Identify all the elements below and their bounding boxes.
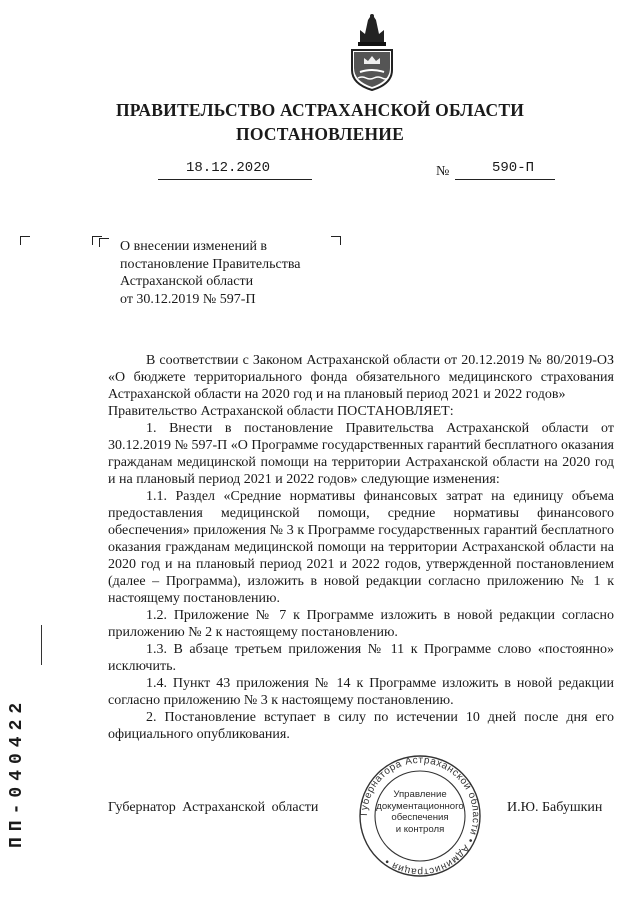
document-number: 590-П: [492, 160, 535, 176]
signatory-name: И.Ю. Бабушкин: [507, 800, 603, 815]
date-underline: [158, 179, 312, 180]
body-paragraph: 1. Внести в постановление Правительства Астраханской области от 30.12.2019 № 597-П «О Программе государственных гарантий бесплатного оказания гражданам медицинской помощи на территории Астраханской области на 2020 год и на плановый период 2021 и 2022 годов» следующие изменения:: [108, 421, 614, 487]
margin-tick: [41, 625, 42, 665]
stamp-line: обеспечения: [391, 812, 449, 823]
document-type-title: ПОСТАНОВЛЕНИЕ: [236, 124, 404, 144]
body-paragraph: 2. Постановление вступает в силу по истечении 10 дней после дня его официального опубликования.: [108, 710, 614, 742]
body-paragraph: 1.2. Приложение № 7 к Программе изложить в новой редакции согласно приложению № 2 к настоящему постановлению.: [108, 608, 614, 640]
body-paragraph: 1.1. Раздел «Средние нормативы финансовых затрат на единицу объема предоставления медицинской помощи, средние нормативы финансового обеспечения» приложения № 3 к Программе государственных гарантий бесплатного оказания гражданам медицинской помощи на территории Астраханской области на 2020 год и на плановый период 2021 и 2022 годов, утвержденной постановлением (далее – Программа), изложить в новой редакции согласно приложению № 1 к настоящему постановлению.: [108, 489, 614, 606]
corner-mark: [331, 236, 341, 245]
document-subject: [120, 238, 300, 308]
subject-line: Астраханской области: [120, 274, 254, 289]
body-paragraph: 1.3. В абзаце третьем приложения № 11 к Программе слово «постоянно» исключить.: [108, 642, 614, 674]
stamp-ring-text: Губернатора Астраханской области • Администрация •: [358, 754, 482, 878]
document-body: [108, 352, 614, 743]
organization-title: ПРАВИТЕЛЬСТВО АСТРАХАНСКОЙ ОБЛАСТИ: [115, 100, 525, 120]
subject-line: О внесении изменений в: [120, 239, 268, 254]
body-paragraph: 1.4. Пункт 43 приложения № 14 к Программе изложить в новой редакции согласно приложению № 3 к настоящему постановлению.: [108, 676, 614, 708]
subject-line: постановление Правительства: [120, 256, 301, 272]
document-date: 18.12.2020: [186, 160, 271, 176]
signatory-position: Губернатор Астраханской области: [108, 800, 319, 815]
stamp-inner-text: [376, 789, 464, 835]
number-underline: [455, 179, 555, 180]
astrakhan-coat-of-arms-icon: [346, 12, 398, 92]
side-serial-code: ПП-040422: [7, 696, 27, 848]
number-sign: №: [436, 164, 450, 179]
stamp-line: Управление: [393, 789, 447, 800]
stamp-line: документационного: [376, 800, 464, 812]
stamp-line: и контроля: [395, 823, 445, 835]
subject-line: от 30.12.2019 № 597-П: [120, 291, 256, 307]
corner-mark: [99, 238, 109, 247]
body-paragraph: Правительство Астраханской области ПОСТАНОВЛЯЕТ:: [108, 404, 454, 419]
body-paragraph: В соответствии с Законом Астраханской области от 20.12.2019 № 80/2019-ОЗ «О бюджете территориального фонда обязательного медицинского страхования Астраханской области на 2020 год и на плановый период 2021 и 2022 годов»: [108, 353, 614, 402]
corner-mark: [20, 236, 30, 245]
